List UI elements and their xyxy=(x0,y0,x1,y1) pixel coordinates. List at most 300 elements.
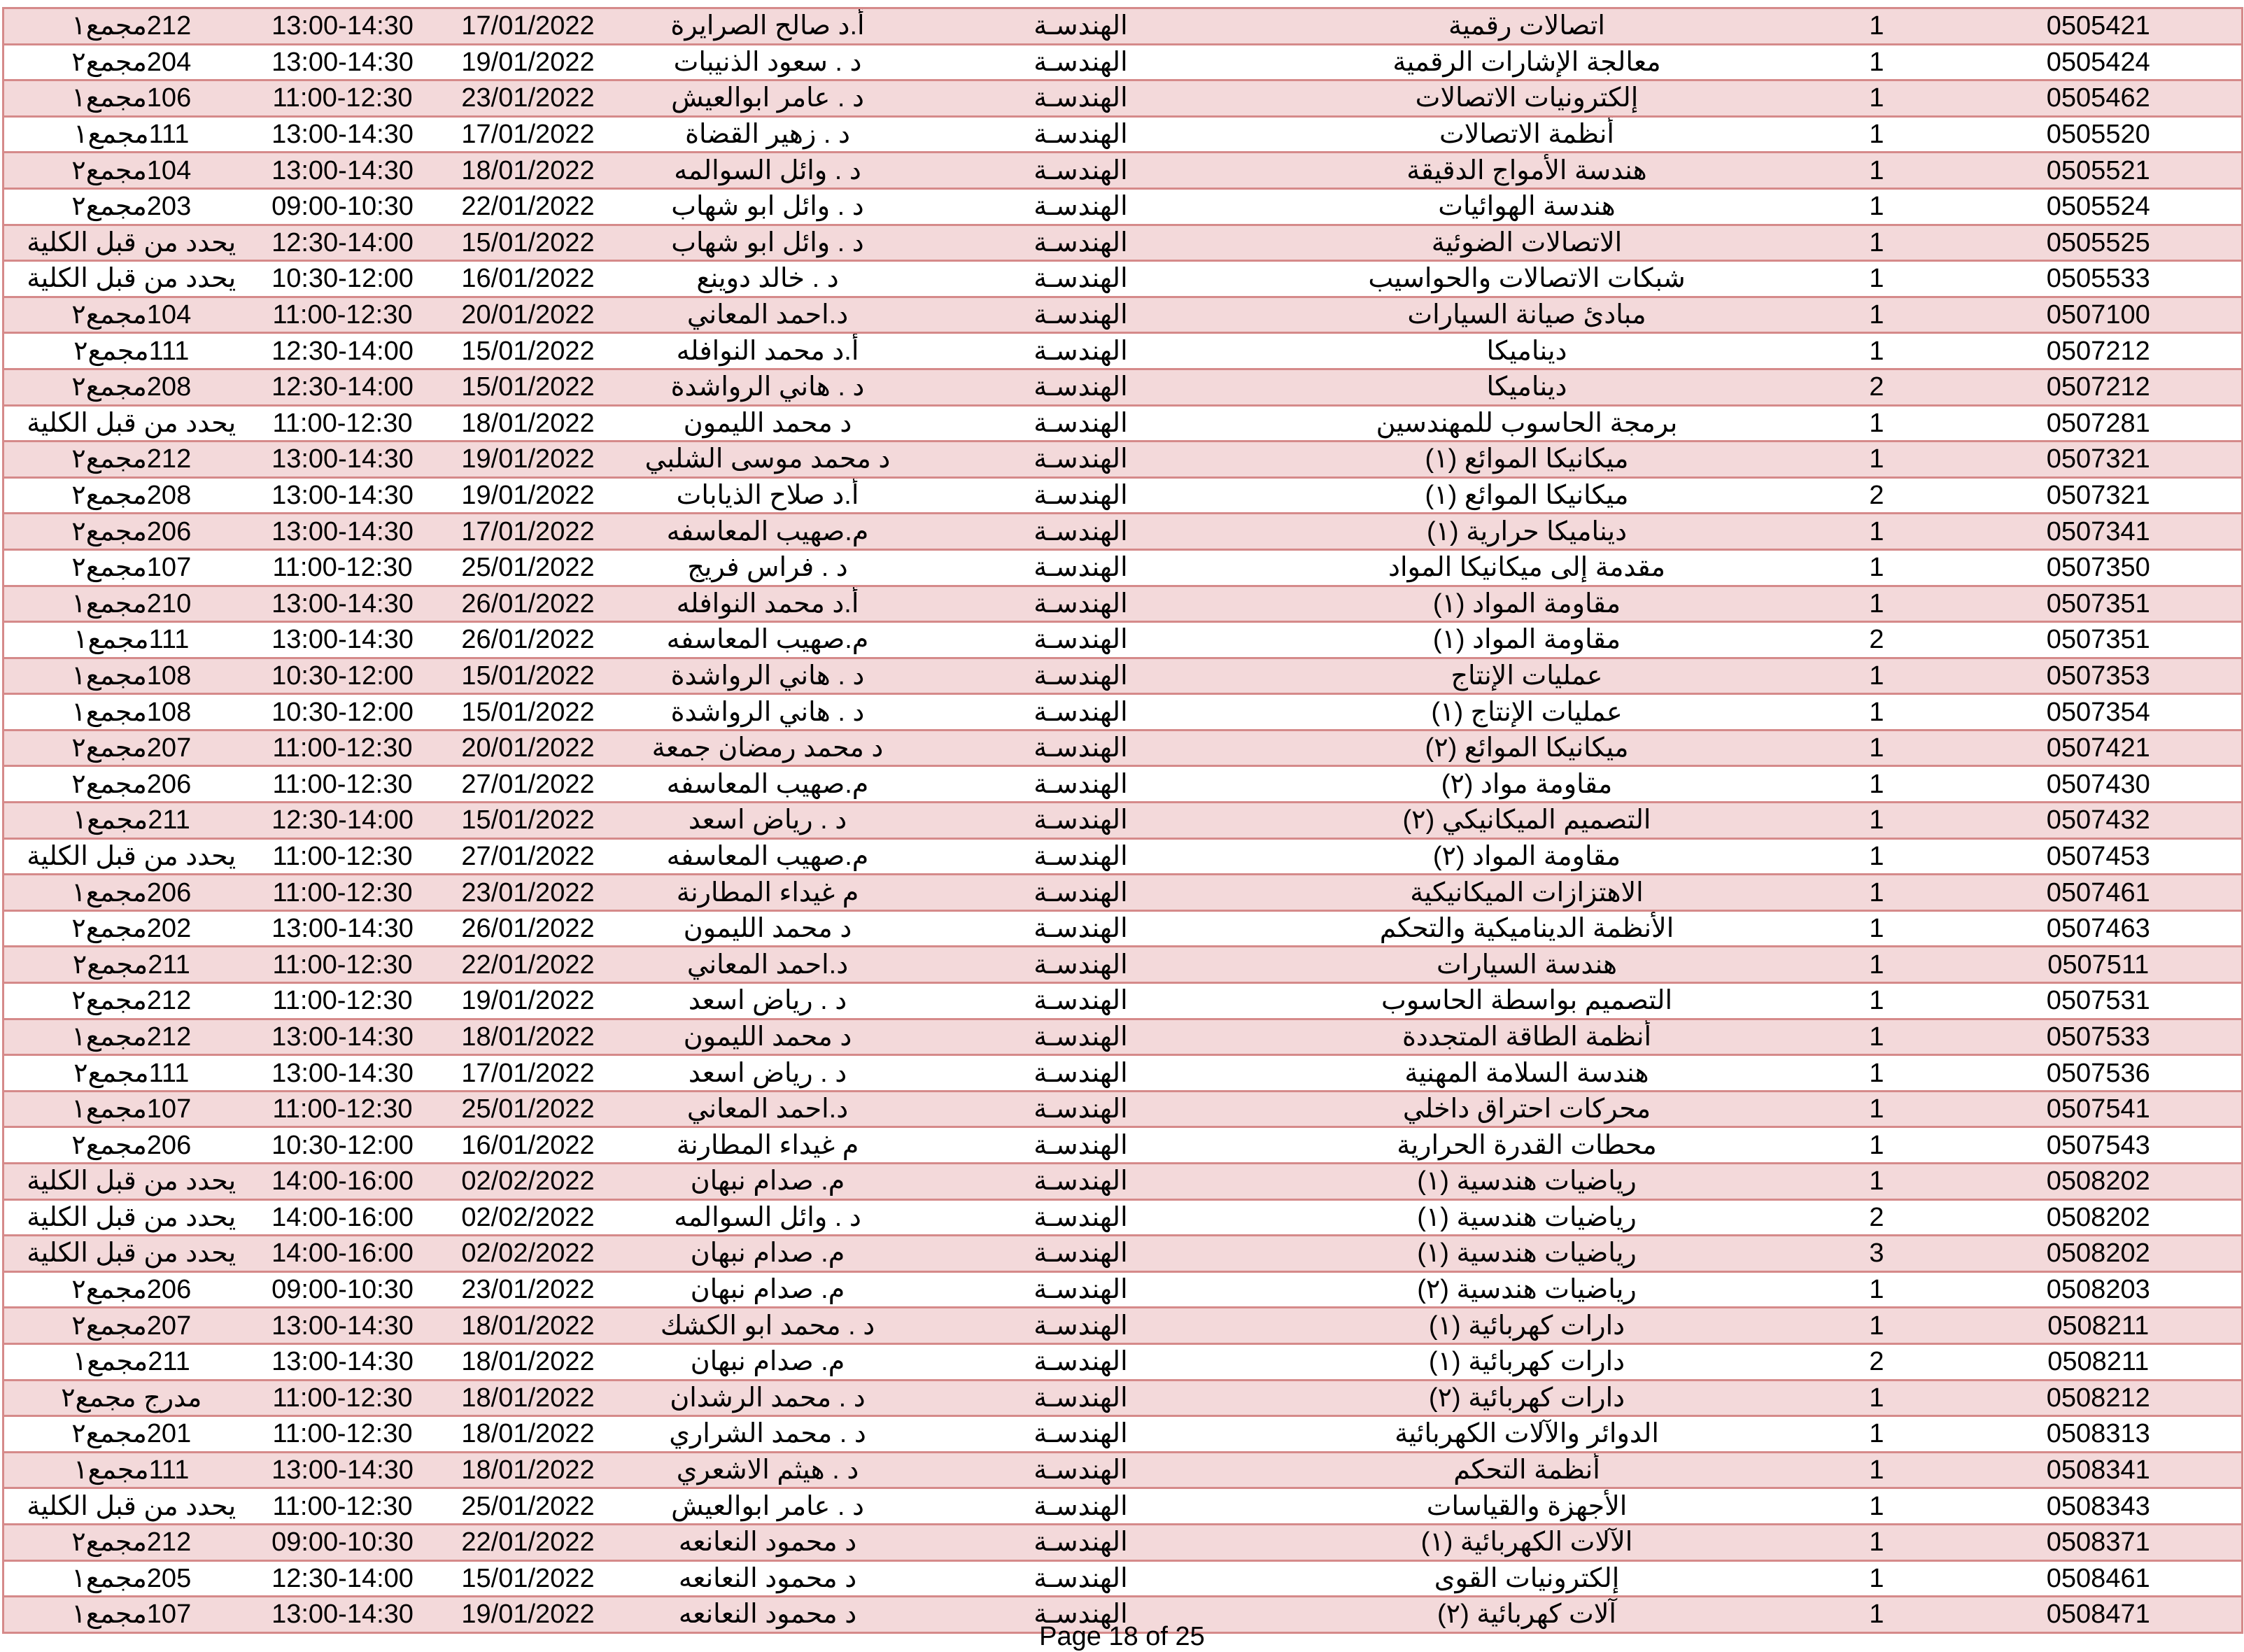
instructor-cell: د محمود النعانعه xyxy=(630,1524,906,1560)
instructor-cell: د . عامر ابوالعيش xyxy=(630,80,906,117)
section-cell: 1 xyxy=(1798,333,1956,369)
table-row xyxy=(3,1199,2243,1236)
course-code-cell: 0507531 xyxy=(1956,983,2243,1019)
date-cell: 22/01/2022 xyxy=(427,947,630,983)
course-name-cell: عمليات الإنتاج xyxy=(1256,658,1798,694)
time-cell: 13:00-14:30 xyxy=(259,8,427,45)
course-code-cell: 0508211 xyxy=(1956,1343,2243,1380)
time-cell: 11:00-12:30 xyxy=(259,80,427,117)
course-name-cell: رياضيات هندسية (١) xyxy=(1256,1164,1798,1200)
instructor-cell: م.صهيب المعاسفه xyxy=(630,766,906,803)
section-cell: 1 xyxy=(1798,838,1956,875)
table-row xyxy=(3,405,2243,442)
table-row xyxy=(3,442,2243,478)
instructor-cell: د محمد الليمون xyxy=(630,405,906,442)
section-cell: 1 xyxy=(1798,1597,1956,1633)
instructor-cell: د . محمد الشراري xyxy=(630,1416,906,1453)
course-code-cell: 0507212 xyxy=(1956,369,2243,405)
table-row xyxy=(3,477,2243,514)
course-name-cell: الآلات الكهربائية (١) xyxy=(1256,1524,1798,1560)
section-cell: 1 xyxy=(1798,586,1956,622)
table-row xyxy=(3,549,2243,586)
faculty-cell: الهندسـة xyxy=(906,1597,1256,1633)
exam-schedule-table xyxy=(2,7,2243,1634)
table-row xyxy=(3,1091,2243,1127)
time-cell: 13:00-14:30 xyxy=(259,442,427,478)
date-cell: 15/01/2022 xyxy=(427,225,630,261)
course-name-cell: رياضيات هندسية (١) xyxy=(1256,1236,1798,1272)
table-row xyxy=(3,369,2243,405)
time-cell: 12:30-14:00 xyxy=(259,803,427,839)
faculty-cell: الهندسـة xyxy=(906,1308,1256,1344)
time-cell: 09:00-10:30 xyxy=(259,1271,427,1308)
room-cell: يحدد من قبل الكلية xyxy=(3,225,259,261)
date-cell: 26/01/2022 xyxy=(427,622,630,658)
table-row xyxy=(3,1019,2243,1055)
course-code-cell: 0507453 xyxy=(1956,838,2243,875)
course-code-cell: 0507511 xyxy=(1956,947,2243,983)
course-name-cell: محركات احتراق داخلي xyxy=(1256,1091,1798,1127)
instructor-cell: د . وائل السوالمه xyxy=(630,1199,906,1236)
course-name-cell: إلكترونيات القوى xyxy=(1256,1560,1798,1597)
course-code-cell: 0507341 xyxy=(1956,514,2243,550)
table-row xyxy=(3,1560,2243,1597)
instructor-cell: أ.د محمد النوافله xyxy=(630,586,906,622)
instructor-cell: م. صدام نبهان xyxy=(630,1271,906,1308)
date-cell: 20/01/2022 xyxy=(427,297,630,333)
table-row xyxy=(3,1380,2243,1416)
room-cell: 206مجمع٢ xyxy=(3,1127,259,1164)
course-code-cell: 0507281 xyxy=(1956,405,2243,442)
course-name-cell: معالجة الإشارات الرقمية xyxy=(1256,44,1798,80)
faculty-cell: الهندسـة xyxy=(906,1452,1256,1488)
date-cell: 26/01/2022 xyxy=(427,586,630,622)
faculty-cell: الهندسـة xyxy=(906,766,1256,803)
course-name-cell: ديناميكا xyxy=(1256,369,1798,405)
section-cell: 1 xyxy=(1798,8,1956,45)
course-name-cell: الدوائر والآلات الكهربائية xyxy=(1256,1416,1798,1453)
instructor-cell: د . هاني الرواشدة xyxy=(630,369,906,405)
section-cell: 1 xyxy=(1798,875,1956,911)
faculty-cell: الهندسـة xyxy=(906,116,1256,153)
course-code-cell: 0508313 xyxy=(1956,1416,2243,1453)
time-cell: 10:30-12:00 xyxy=(259,1127,427,1164)
course-name-cell: مقاومة المواد (١) xyxy=(1256,586,1798,622)
section-cell: 1 xyxy=(1798,1127,1956,1164)
room-cell: 107مجمع١ xyxy=(3,1091,259,1127)
instructor-cell: د . محمد ابو الكشك xyxy=(630,1308,906,1344)
faculty-cell: الهندسـة xyxy=(906,1019,1256,1055)
course-code-cell: 0505525 xyxy=(1956,225,2243,261)
time-cell: 11:00-12:30 xyxy=(259,549,427,586)
instructor-cell: م.صهيب المعاسفه xyxy=(630,622,906,658)
exam-schedule-sheet xyxy=(2,7,2241,1634)
time-cell: 10:30-12:00 xyxy=(259,261,427,297)
course-code-cell: 0507421 xyxy=(1956,730,2243,766)
room-cell: 212مجمع١ xyxy=(3,1019,259,1055)
table-row xyxy=(3,983,2243,1019)
course-code-cell: 0507321 xyxy=(1956,442,2243,478)
room-cell: 106مجمع١ xyxy=(3,80,259,117)
section-cell: 1 xyxy=(1798,442,1956,478)
faculty-cell: الهندسـة xyxy=(906,730,1256,766)
faculty-cell: الهندسـة xyxy=(906,1127,1256,1164)
room-cell: 104مجمع٢ xyxy=(3,297,259,333)
course-name-cell: الأجهزة والقياسات xyxy=(1256,1488,1798,1525)
faculty-cell: الهندسـة xyxy=(906,549,1256,586)
room-cell: 111مجمع١ xyxy=(3,1452,259,1488)
section-cell: 1 xyxy=(1798,1091,1956,1127)
course-name-cell: برمجة الحاسوب للمهندسين xyxy=(1256,405,1798,442)
course-name-cell: ميكانيكا الموائع (١) xyxy=(1256,477,1798,514)
instructor-cell: د . محمد الرشدان xyxy=(630,1380,906,1416)
section-cell: 2 xyxy=(1798,369,1956,405)
date-cell: 17/01/2022 xyxy=(427,116,630,153)
date-cell: 18/01/2022 xyxy=(427,1019,630,1055)
table-row xyxy=(3,947,2243,983)
section-cell: 2 xyxy=(1798,1343,1956,1380)
room-cell: يحدد من قبل الكلية xyxy=(3,1164,259,1200)
time-cell: 10:30-12:00 xyxy=(259,658,427,694)
date-cell: 17/01/2022 xyxy=(427,1055,630,1092)
table-row xyxy=(3,910,2243,947)
course-code-cell: 0508202 xyxy=(1956,1199,2243,1236)
course-name-cell: آلات كهربائية (٢) xyxy=(1256,1597,1798,1633)
instructor-cell: أ.د محمد النوافله xyxy=(630,333,906,369)
room-cell: 206مجمع١ xyxy=(3,875,259,911)
course-code-cell: 0508471 xyxy=(1956,1597,2243,1633)
date-cell: 18/01/2022 xyxy=(427,1380,630,1416)
room-cell: 212مجمع٢ xyxy=(3,1524,259,1560)
table-row xyxy=(3,297,2243,333)
course-code-cell: 0507350 xyxy=(1956,549,2243,586)
date-cell: 19/01/2022 xyxy=(427,983,630,1019)
course-name-cell: هندسة الأمواج الدقيقة xyxy=(1256,153,1798,189)
table-row xyxy=(3,80,2243,117)
time-cell: 13:00-14:30 xyxy=(259,1343,427,1380)
date-cell: 16/01/2022 xyxy=(427,1127,630,1164)
section-cell: 2 xyxy=(1798,622,1956,658)
time-cell: 13:00-14:30 xyxy=(259,1308,427,1344)
room-cell: 206مجمع٢ xyxy=(3,1271,259,1308)
date-cell: 02/02/2022 xyxy=(427,1236,630,1272)
faculty-cell: الهندسـة xyxy=(906,1488,1256,1525)
page-number: Page 18 of 25 xyxy=(1039,1622,1205,1651)
instructor-cell: م. صدام نبهان xyxy=(630,1236,906,1272)
room-cell: يحدد من قبل الكلية xyxy=(3,1199,259,1236)
instructor-cell: م غيداء المطارنة xyxy=(630,875,906,911)
section-cell: 1 xyxy=(1798,983,1956,1019)
course-code-cell: 0508211 xyxy=(1956,1308,2243,1344)
course-code-cell: 0507353 xyxy=(1956,658,2243,694)
room-cell: 202مجمع٢ xyxy=(3,910,259,947)
section-cell: 1 xyxy=(1798,188,1956,225)
time-cell: 10:30-12:00 xyxy=(259,694,427,730)
time-cell: 12:30-14:00 xyxy=(259,1560,427,1597)
course-name-cell: ميكانيكا الموائع (١) xyxy=(1256,442,1798,478)
table-row xyxy=(3,838,2243,875)
time-cell: 11:00-12:30 xyxy=(259,947,427,983)
section-cell: 1 xyxy=(1798,1271,1956,1308)
section-cell: 1 xyxy=(1798,549,1956,586)
instructor-cell: د محمد الليمون xyxy=(630,910,906,947)
section-cell: 1 xyxy=(1798,1055,1956,1092)
date-cell: 02/02/2022 xyxy=(427,1164,630,1200)
course-code-cell: 0507461 xyxy=(1956,875,2243,911)
faculty-cell: الهندسـة xyxy=(906,1560,1256,1597)
course-code-cell: 0508341 xyxy=(1956,1452,2243,1488)
time-cell: 11:00-12:30 xyxy=(259,1091,427,1127)
course-name-cell: اتصالات رقمية xyxy=(1256,8,1798,45)
date-cell: 25/01/2022 xyxy=(427,1091,630,1127)
course-code-cell: 0505520 xyxy=(1956,116,2243,153)
instructor-cell: د . وائل ابو شهاب xyxy=(630,225,906,261)
time-cell: 13:00-14:30 xyxy=(259,153,427,189)
time-cell: 13:00-14:30 xyxy=(259,1452,427,1488)
faculty-cell: الهندسـة xyxy=(906,442,1256,478)
time-cell: 11:00-12:30 xyxy=(259,297,427,333)
date-cell: 15/01/2022 xyxy=(427,369,630,405)
faculty-cell: الهندسـة xyxy=(906,1199,1256,1236)
faculty-cell: الهندسـة xyxy=(906,586,1256,622)
room-cell: 211مجمع١ xyxy=(3,1343,259,1380)
date-cell: 19/01/2022 xyxy=(427,1597,630,1633)
course-code-cell: 0507541 xyxy=(1956,1091,2243,1127)
time-cell: 09:00-10:30 xyxy=(259,1524,427,1560)
time-cell: 13:00-14:30 xyxy=(259,116,427,153)
section-cell: 1 xyxy=(1798,1416,1956,1453)
table-row xyxy=(3,766,2243,803)
course-name-cell: عمليات الإنتاج (١) xyxy=(1256,694,1798,730)
course-name-cell: مقاومة المواد (١) xyxy=(1256,622,1798,658)
date-cell: 15/01/2022 xyxy=(427,803,630,839)
room-cell: 108مجمع١ xyxy=(3,658,259,694)
faculty-cell: الهندسـة xyxy=(906,1380,1256,1416)
faculty-cell: الهندسـة xyxy=(906,80,1256,117)
instructor-cell: م.صهيب المعاسفه xyxy=(630,838,906,875)
instructor-cell: د . خالد دوينع xyxy=(630,261,906,297)
room-cell: يحدد من قبل الكلية xyxy=(3,261,259,297)
room-cell: 201مجمع٢ xyxy=(3,1416,259,1453)
course-code-cell: 0507212 xyxy=(1956,333,2243,369)
instructor-cell: د . وائل ابو شهاب xyxy=(630,188,906,225)
date-cell: 19/01/2022 xyxy=(427,44,630,80)
time-cell: 13:00-14:30 xyxy=(259,477,427,514)
room-cell: 104مجمع٢ xyxy=(3,153,259,189)
course-code-cell: 0508202 xyxy=(1956,1164,2243,1200)
time-cell: 12:30-14:00 xyxy=(259,225,427,261)
instructor-cell: أ.د صلاح الذيابات xyxy=(630,477,906,514)
room-cell: 111مجمع٢ xyxy=(3,1055,259,1092)
course-name-cell: هندسة السلامة المهنية xyxy=(1256,1055,1798,1092)
faculty-cell: الهندسـة xyxy=(906,44,1256,80)
date-cell: 22/01/2022 xyxy=(427,188,630,225)
room-cell: 211مجمع٢ xyxy=(3,947,259,983)
time-cell: 13:00-14:30 xyxy=(259,622,427,658)
room-cell: 206مجمع٢ xyxy=(3,514,259,550)
time-cell: 11:00-12:30 xyxy=(259,875,427,911)
table-row xyxy=(3,1271,2243,1308)
course-name-cell: مقاومة المواد (٢) xyxy=(1256,838,1798,875)
time-cell: 13:00-14:30 xyxy=(259,514,427,550)
faculty-cell: الهندسـة xyxy=(906,694,1256,730)
section-cell: 2 xyxy=(1798,477,1956,514)
faculty-cell: الهندسـة xyxy=(906,658,1256,694)
instructor-cell: م. صدام نبهان xyxy=(630,1343,906,1380)
section-cell: 1 xyxy=(1798,947,1956,983)
course-code-cell: 0508343 xyxy=(1956,1488,2243,1525)
date-cell: 27/01/2022 xyxy=(427,766,630,803)
instructor-cell: د . فراس فريج xyxy=(630,549,906,586)
date-cell: 20/01/2022 xyxy=(427,730,630,766)
instructor-cell: د.احمد المعاني xyxy=(630,947,906,983)
room-cell: 107مجمع٢ xyxy=(3,549,259,586)
faculty-cell: الهندسـة xyxy=(906,803,1256,839)
table-row xyxy=(3,261,2243,297)
section-cell: 1 xyxy=(1798,297,1956,333)
course-name-cell: التصميم الميكانيكي (٢) xyxy=(1256,803,1798,839)
date-cell: 15/01/2022 xyxy=(427,333,630,369)
date-cell: 18/01/2022 xyxy=(427,1308,630,1344)
section-cell: 1 xyxy=(1798,1452,1956,1488)
course-name-cell: الاتصالات الضوئية xyxy=(1256,225,1798,261)
course-code-cell: 0507536 xyxy=(1956,1055,2243,1092)
time-cell: 11:00-12:30 xyxy=(259,730,427,766)
date-cell: 17/01/2022 xyxy=(427,8,630,45)
faculty-cell: الهندسـة xyxy=(906,261,1256,297)
room-cell: يحدد من قبل الكلية xyxy=(3,838,259,875)
instructor-cell: د . سعود الذنيبات xyxy=(630,44,906,80)
course-name-cell: أنظمة الاتصالات xyxy=(1256,116,1798,153)
course-code-cell: 0508371 xyxy=(1956,1524,2243,1560)
table-row xyxy=(3,225,2243,261)
room-cell: 205مجمع١ xyxy=(3,1560,259,1597)
date-cell: 25/01/2022 xyxy=(427,1488,630,1525)
table-row xyxy=(3,622,2243,658)
instructor-cell: د . زهير القضاة xyxy=(630,116,906,153)
date-cell: 25/01/2022 xyxy=(427,549,630,586)
course-code-cell: 0507463 xyxy=(1956,910,2243,947)
table-row xyxy=(3,730,2243,766)
time-cell: 11:00-12:30 xyxy=(259,1380,427,1416)
section-cell: 1 xyxy=(1798,153,1956,189)
faculty-cell: الهندسـة xyxy=(906,297,1256,333)
time-cell: 11:00-12:30 xyxy=(259,766,427,803)
room-cell: 203مجمع٢ xyxy=(3,188,259,225)
course-code-cell: 0508461 xyxy=(1956,1560,2243,1597)
course-name-cell: رياضيات هندسية (١) xyxy=(1256,1199,1798,1236)
table-row xyxy=(3,1488,2243,1525)
time-cell: 14:00-16:00 xyxy=(259,1199,427,1236)
course-code-cell: 0505521 xyxy=(1956,153,2243,189)
section-cell: 1 xyxy=(1798,261,1956,297)
section-cell: 1 xyxy=(1798,80,1956,117)
faculty-cell: الهندسـة xyxy=(906,225,1256,261)
date-cell: 02/02/2022 xyxy=(427,1199,630,1236)
table-row xyxy=(3,1127,2243,1164)
course-name-cell: دارات كهربائية (٢) xyxy=(1256,1380,1798,1416)
date-cell: 19/01/2022 xyxy=(427,442,630,478)
section-cell: 1 xyxy=(1798,1380,1956,1416)
table-row xyxy=(3,803,2243,839)
room-cell: 212مجمع٢ xyxy=(3,983,259,1019)
course-code-cell: 0505533 xyxy=(1956,261,2243,297)
course-name-cell: الاهتزازات الميكانيكية xyxy=(1256,875,1798,911)
time-cell: 12:30-14:00 xyxy=(259,333,427,369)
course-code-cell: 0507354 xyxy=(1956,694,2243,730)
course-code-cell: 0507533 xyxy=(1956,1019,2243,1055)
date-cell: 26/01/2022 xyxy=(427,910,630,947)
course-name-cell: دارات كهربائية (١) xyxy=(1256,1343,1798,1380)
course-code-cell: 0507351 xyxy=(1956,622,2243,658)
section-cell: 1 xyxy=(1798,910,1956,947)
time-cell: 14:00-16:00 xyxy=(259,1236,427,1272)
course-code-cell: 0507430 xyxy=(1956,766,2243,803)
room-cell: 111مجمع٢ xyxy=(3,333,259,369)
room-cell: 108مجمع١ xyxy=(3,694,259,730)
room-cell: 212مجمع١ xyxy=(3,8,259,45)
time-cell: 12:30-14:00 xyxy=(259,369,427,405)
faculty-cell: الهندسـة xyxy=(906,1236,1256,1272)
instructor-cell: د . رياض اسعد xyxy=(630,1055,906,1092)
time-cell: 11:00-12:30 xyxy=(259,1416,427,1453)
faculty-cell: الهندسـة xyxy=(906,910,1256,947)
faculty-cell: الهندسـة xyxy=(906,1343,1256,1380)
faculty-cell: الهندسـة xyxy=(906,369,1256,405)
table-row xyxy=(3,1524,2243,1560)
course-name-cell: مقدمة إلى ميكانيكا المواد xyxy=(1256,549,1798,586)
course-code-cell: 0505462 xyxy=(1956,80,2243,117)
course-name-cell: ميكانيكا الموائع (٢) xyxy=(1256,730,1798,766)
table-row xyxy=(3,153,2243,189)
section-cell: 1 xyxy=(1798,44,1956,80)
room-cell: مدرج مجمع٢ xyxy=(3,1380,259,1416)
faculty-cell: الهندسـة xyxy=(906,1055,1256,1092)
faculty-cell: الهندسـة xyxy=(906,477,1256,514)
instructor-cell: م غيداء المطارنة xyxy=(630,1127,906,1164)
instructor-cell: أ.د صالح الصرايرة xyxy=(630,8,906,45)
instructor-cell: د . وائل السوالمه xyxy=(630,153,906,189)
room-cell: يحدد من قبل الكلية xyxy=(3,1236,259,1272)
section-cell: 1 xyxy=(1798,225,1956,261)
course-code-cell: 0508212 xyxy=(1956,1380,2243,1416)
course-name-cell: شبكات الاتصالات والحواسيب xyxy=(1256,261,1798,297)
section-cell: 1 xyxy=(1798,694,1956,730)
date-cell: 18/01/2022 xyxy=(427,153,630,189)
room-cell: 207مجمع٢ xyxy=(3,1308,259,1344)
table-row xyxy=(3,514,2243,550)
course-name-cell: أنظمة التحكم xyxy=(1256,1452,1798,1488)
course-name-cell: ديناميكا xyxy=(1256,333,1798,369)
faculty-cell: الهندسـة xyxy=(906,947,1256,983)
course-code-cell: 0505421 xyxy=(1956,8,2243,45)
date-cell: 23/01/2022 xyxy=(427,875,630,911)
course-name-cell: هندسة السيارات xyxy=(1256,947,1798,983)
course-code-cell: 0507321 xyxy=(1956,477,2243,514)
time-cell: 11:00-12:30 xyxy=(259,405,427,442)
room-cell: 208مجمع٢ xyxy=(3,477,259,514)
faculty-cell: الهندسـة xyxy=(906,188,1256,225)
course-name-cell: مبادئ صيانة السيارات xyxy=(1256,297,1798,333)
instructor-cell: د.احمد المعاني xyxy=(630,297,906,333)
instructor-cell: م. صدام نبهان xyxy=(630,1164,906,1200)
date-cell: 23/01/2022 xyxy=(427,1271,630,1308)
date-cell: 15/01/2022 xyxy=(427,658,630,694)
room-cell: 210مجمع١ xyxy=(3,586,259,622)
date-cell: 18/01/2022 xyxy=(427,1416,630,1453)
table-row xyxy=(3,694,2243,730)
section-cell: 1 xyxy=(1798,658,1956,694)
